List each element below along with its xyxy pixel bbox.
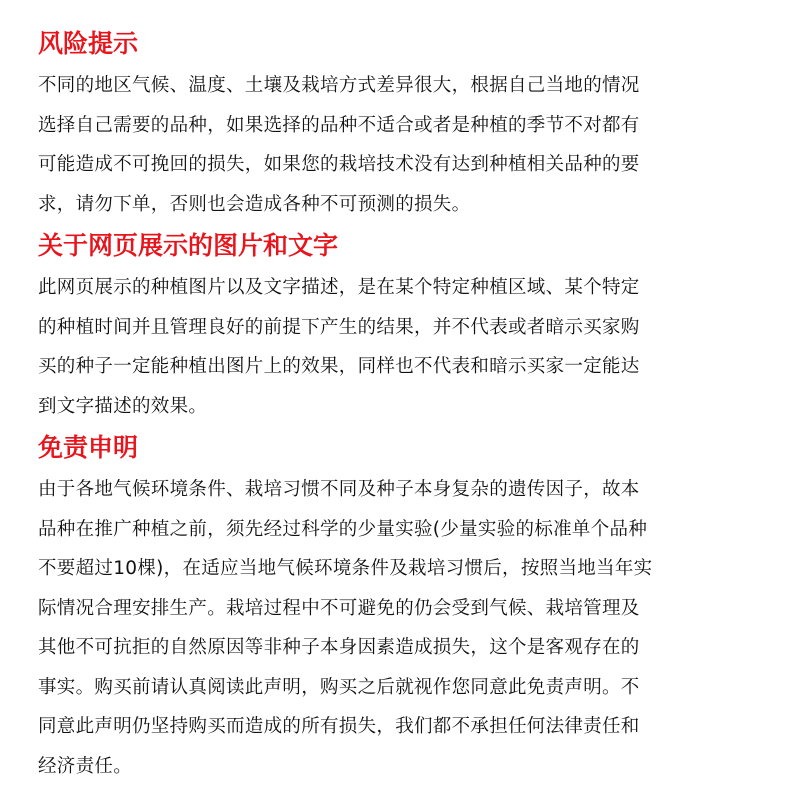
images-text-body: [38, 268, 778, 426]
risk-line-2: 选择自己需要的品种，如果选择的品种不适合或者是种植的季节不对都有: [38, 114, 640, 136]
disclaimer-line-3: 不要超过10棵)，在适应当地气候环境条件及栽培习惯后，按照当地当年实: [38, 558, 653, 579]
disclaimer-line-4: 际情况合理安排生产。栽培过程中不可避免的仍会受到气候、栽培管理及: [38, 597, 640, 619]
images-text-line-1: 此网页展示的种植图片以及文字描述，是在某个特定种植区域、某个特定: [38, 277, 640, 298]
images-text-line-3: 买的种子一定能种植出图片上的效果，同样也不代表和暗示买家一定能达: [38, 356, 640, 377]
disclaimer-line-2: 品种在推广种植之前，须先经过科学的少量实验(少量实验的标准单个品种: [38, 518, 648, 540]
images-text-heading: 关于网页展示的图片和文字: [38, 231, 339, 260]
disclaimer-line-7: 同意此声明仍坚持购买而造成的所有损失，我们都不承担任何法律责任和: [38, 716, 640, 737]
disclaimer-line-8: 经济责任。: [38, 755, 133, 777]
disclaimer-heading: 免责申明: [38, 433, 139, 462]
risk-line-4: 求，请勿下单，否则也会造成各种不可预测的损失。: [38, 193, 471, 215]
images-text-line-4: 到文字描述的效果。: [38, 395, 208, 417]
risk-heading: 风险提示: [38, 29, 139, 58]
images-text-line-2: 的种植时间并且管理良好的前提下产生的结果，并不代表或者暗示买家购: [38, 316, 640, 338]
disclaimer-line-5: 其他不可抗拒的自然原因等非种子本身因素造成损失，这个是客观存在的: [38, 637, 640, 658]
disclaimer-section: [0, 426, 800, 786]
risk-section: [0, 22, 800, 224]
disclaimer-body: [38, 470, 778, 786]
disclaimer-line-6: 事实。购买前请认真阅读此声明，购买之后就视作您同意此免责声明。不: [38, 676, 640, 698]
risk-line-1: 不同的地区气候、温度、土壤及栽培方式差异很大，根据自己当地的情况: [38, 75, 640, 96]
risk-line-3: 可能造成不可挽回的损失，如果您的栽培技术没有达到种植相关品种的要: [38, 154, 640, 175]
disclaimer-line-1: 由于各地气候环境条件、栽培习惯不同及种子本身复杂的遗传因子，故本: [38, 479, 640, 500]
risk-body: [38, 66, 778, 224]
images-text-section: [0, 224, 800, 426]
